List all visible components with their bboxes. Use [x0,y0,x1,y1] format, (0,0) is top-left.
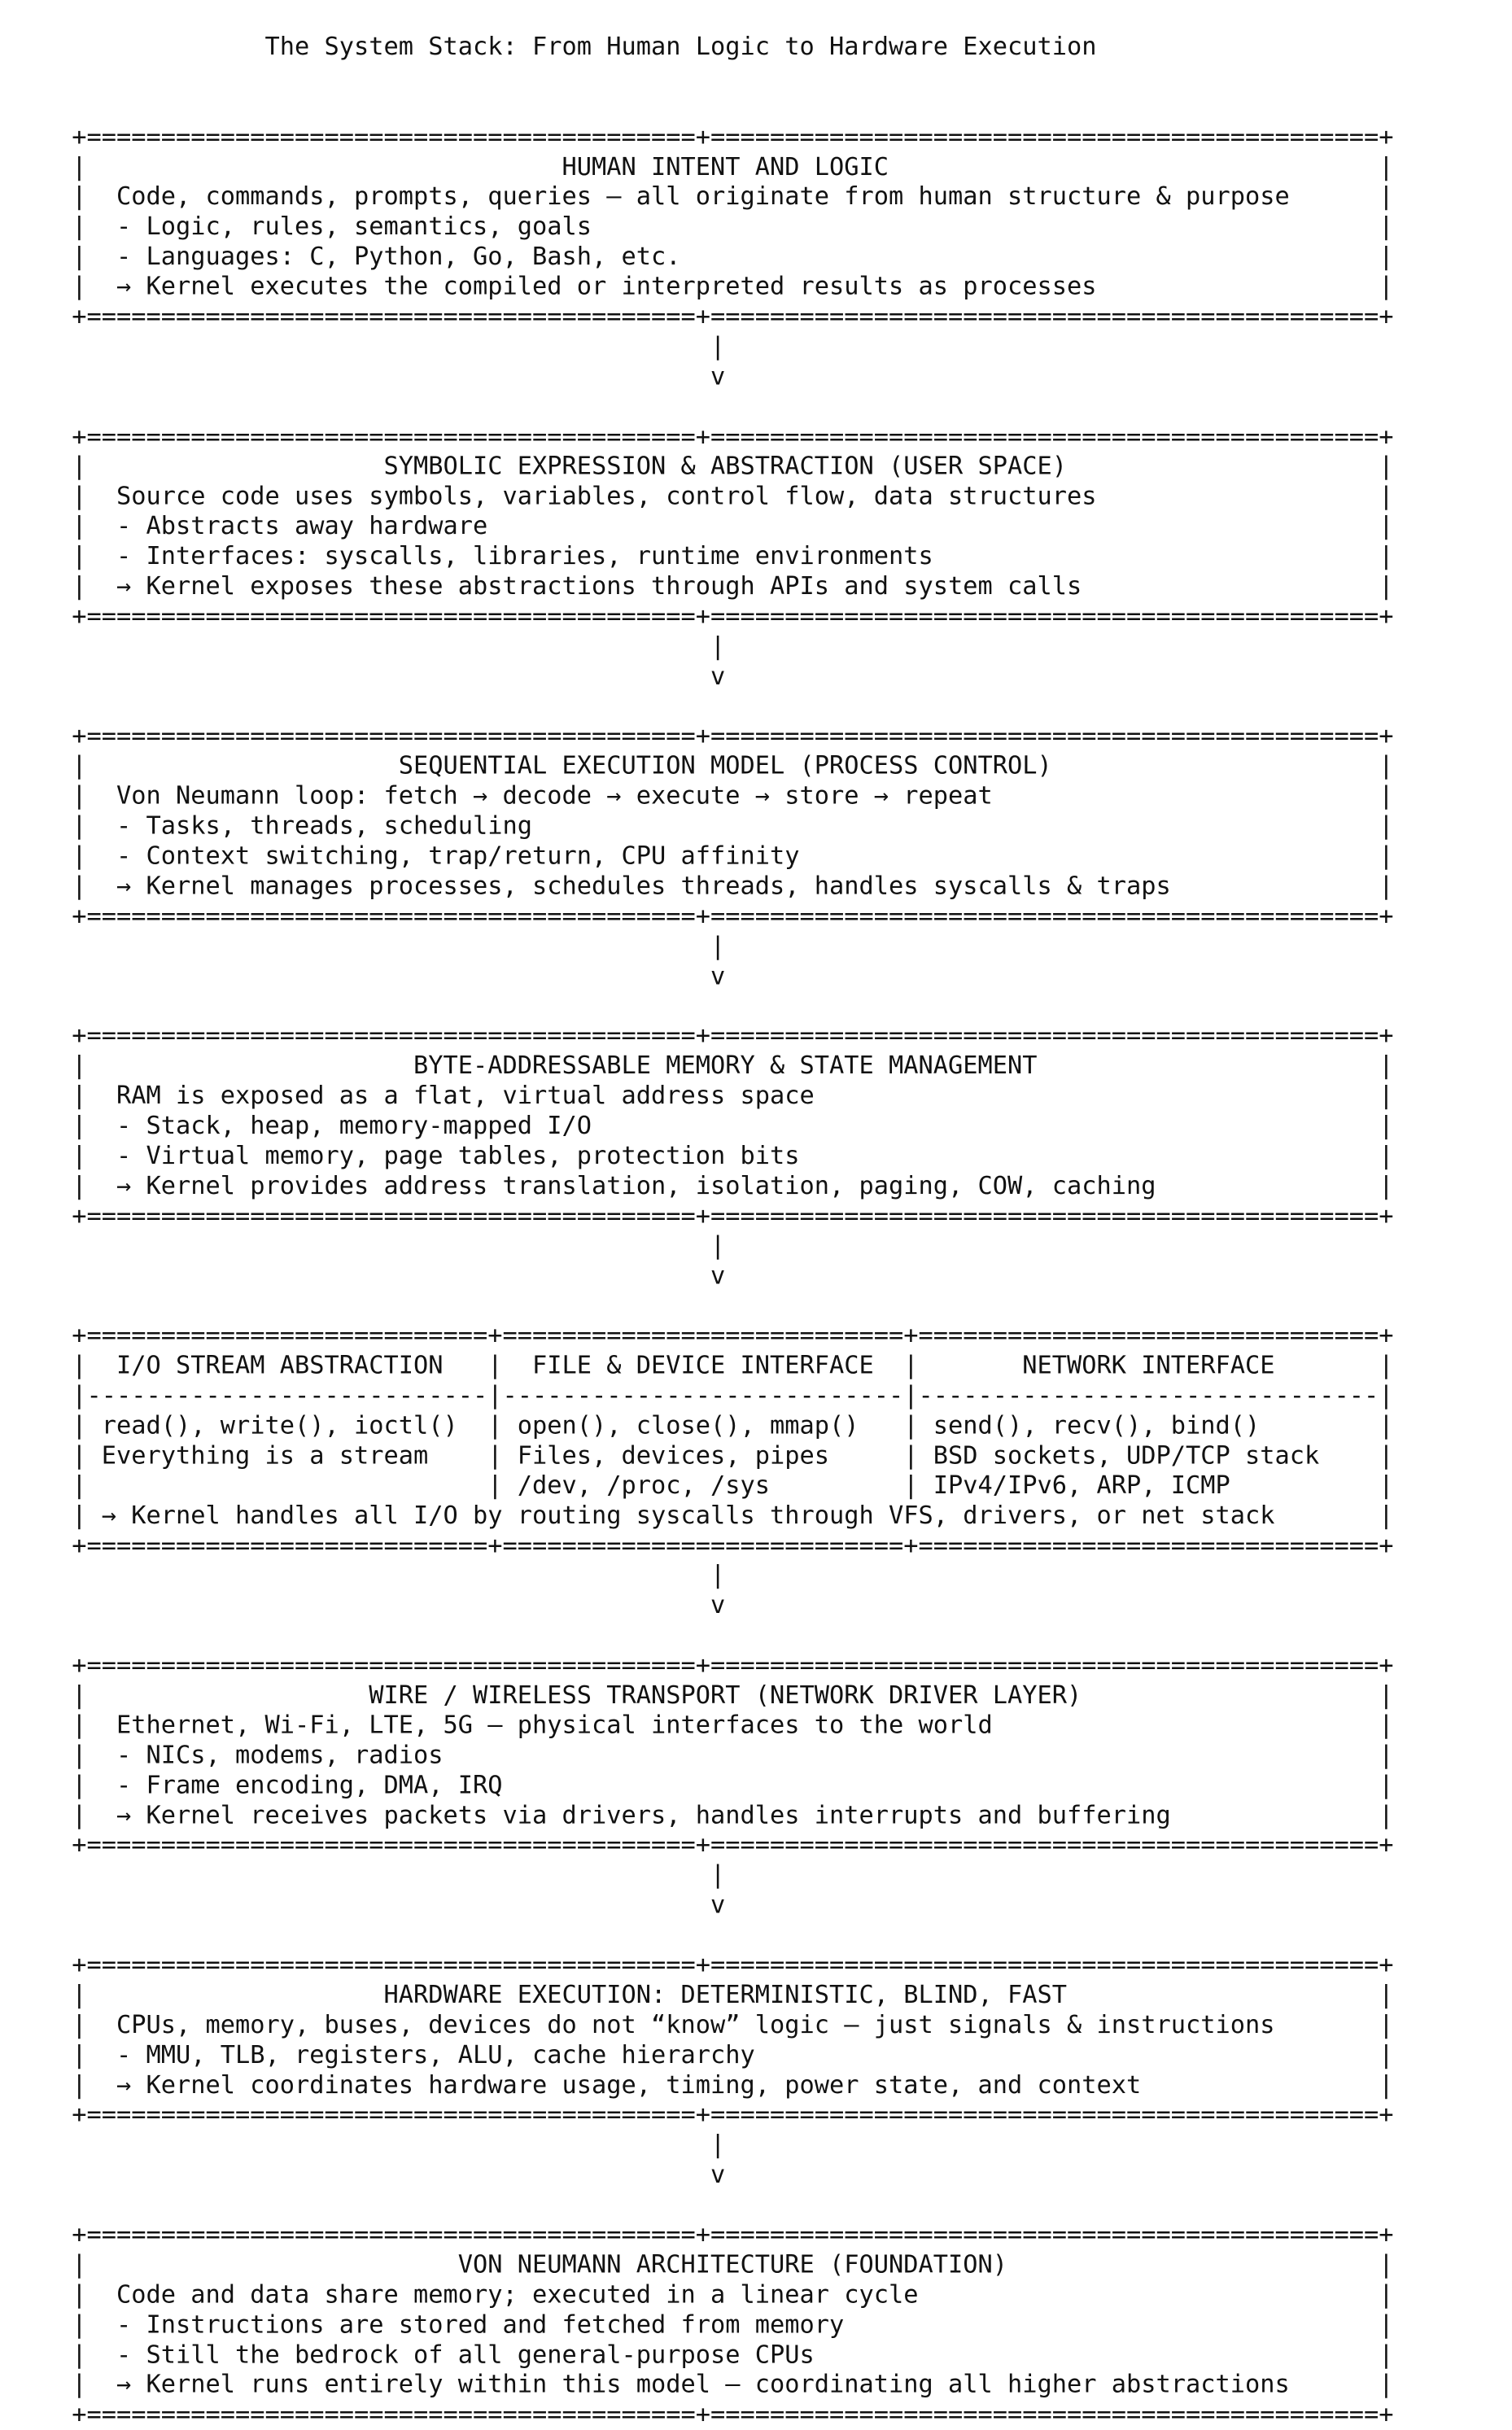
connector-line: | [57,1860,726,1890]
connector-line: | [57,1231,726,1261]
layer-heading: | BYTE-ADDRESSABLE MEMORY & STATE MANAGEMENT | [57,1051,1394,1081]
connector-arrow: v [57,1591,726,1620]
layer-heading: | HUMAN INTENT AND LOGIC | [57,152,1394,181]
connector-arrow: v [57,1890,726,1920]
connector-line: | [57,632,726,661]
spacer-line [57,2191,1394,2221]
layer-border-bottom: +=========================================+=============================================+ [57,1201,1394,1230]
layer-heading: | SYMBOLIC EXPRESSION & ABSTRACTION (USER SPACE) | [57,452,1394,481]
layer-border-top: +=========================================+=============================================+ [57,122,1394,151]
layer-detail: | - Tasks, threads, scheduling | [57,811,1394,841]
layer-summary: | RAM is exposed as a flat, virtual address space | [57,1081,1394,1110]
layer-kernel-role: | → Kernel provides address translation, isolation, paging, COW, caching | [57,1171,1394,1200]
layer-summary: | CPUs, memory, buses, devices do not “know” logic — just signals & instructions | [57,2010,1394,2039]
system-stack-diagram [57,33,1394,2430]
connector-line: | [57,931,726,960]
layer-kernel-role: | → Kernel handles all I/O by routing syscalls through VFS, drivers, or net stack | [57,1501,1394,1530]
layer-border-bottom: +=========================================+=============================================+ [57,302,1394,331]
layer-border-top: +=========================================+=============================================+ [57,1021,1394,1051]
connector-line: | [57,332,726,361]
diagram-title: The System Stack: From Human Logic to Hardware Execution [57,33,1097,61]
layer-detail: | - Virtual memory, page tables, protection bits | [57,1141,1394,1170]
layer-detail: | - Stack, heap, memory-mapped I/O | [57,1111,1394,1140]
layer-border-bottom: +=========================================+=============================================+ [57,601,1394,631]
spacer-line [57,1621,1394,1651]
connector-line: | [57,1561,726,1590]
layer-kernel-role: | → Kernel receives packets via drivers, handles interrupts and buffering | [57,1800,1394,1829]
connector-line: | [57,2130,726,2159]
spacer-line [57,93,1394,123]
layer-kernel-role: | → Kernel executes the compiled or interpreted results as processes | [57,272,1394,301]
layer-border-top: +=========================================+=============================================+ [57,722,1394,751]
layer-detail: | - Frame encoding, DMA, IRQ | [57,1771,1394,1800]
layer-kernel-role: | → Kernel runs entirely within this model — coordinating all higher abstractions | [57,2370,1394,2399]
connector-arrow: v [57,1261,726,1290]
layer-kernel-role: | → Kernel coordinates hardware usage, timing, power state, and context | [57,2070,1394,2100]
layer-border-top: +=========================================+=============================================+ [57,1650,1394,1680]
layer-summary: | Source code uses symbols, variables, control flow, data structures | [57,482,1394,511]
layer-detail: | - MMU, TLB, registers, ALU, cache hierarchy | [57,2040,1394,2069]
layer-border-top: +=========================================+=============================================+ [57,2220,1394,2249]
layer-border-bottom: +=========================================+=============================================+ [57,2400,1394,2429]
connector-arrow: v [57,961,726,990]
layer-heading: | HARDWARE EXECUTION: DETERMINISTIC, BLIND, FAST | [57,1980,1394,2009]
spacer-line [57,1291,1394,1322]
layer-detail: | - Languages: C, Python, Go, Bash, etc. | [57,242,1394,271]
layer-summary: | Code, commands, prompts, queries — all originate from human structure & purpose | [57,182,1394,212]
column-content-row: | Everything is a stream | Files, devices, pipes | BSD sockets, UDP/TCP stack | [57,1440,1394,1470]
layer-border-top: +=========================================+=============================================+ [57,1950,1394,1979]
column-divider-row: |---------------------------|---------------------------|-------------------------------| [57,1381,1394,1410]
layer-summary: | Von Neumann loop: fetch → decode → execute → store → repeat | [57,781,1394,811]
layer-summary: | Ethernet, Wi-Fi, LTE, 5G — physical interfaces to the world | [57,1711,1394,1740]
layer-detail: | - Still the bedrock of all general-purpose CPUs | [57,2340,1394,2369]
layer-kernel-role: | → Kernel manages processes, schedules threads, handles syscalls & traps | [57,872,1394,901]
layer-detail: | - Instructions are stored and fetched from memory | [57,2310,1394,2339]
spacer-line [57,991,1394,1021]
layer-border-bottom: +=========================================+=============================================+ [57,2100,1394,2130]
layer-detail: | - Context switching, trap/return, CPU affinity | [57,841,1394,871]
layer-summary: | Code and data share memory; executed in a linear cycle | [57,2280,1394,2310]
layer-detail: | - Interfaces: syscalls, libraries, runtime environments | [57,542,1394,571]
layer-detail: | - NICs, modems, radios | [57,1741,1394,1770]
layer-border-top: +=========================================+=============================================+ [57,422,1394,451]
layer-border-bottom: +=========================================+=============================================+ [57,902,1394,931]
layer-border-bottom: +===========================+===========================+===============================+ [57,1531,1394,1560]
layer-border-bottom: +=========================================+=============================================+ [57,1830,1394,1860]
spacer-line [57,1921,1394,1951]
layer-heading: | VON NEUMANN ARCHITECTURE (FOUNDATION) | [57,2250,1394,2279]
layer-border-top: +===========================+===========================+===============================+ [57,1321,1394,1350]
spacer-line [57,63,1394,93]
layer-detail: | - Abstracts away hardware | [57,512,1394,541]
connector-arrow: v [57,2160,726,2189]
spacer-line [57,392,1394,422]
layer-detail: | - Logic, rules, semantics, goals | [57,212,1394,241]
layer-heading: | SEQUENTIAL EXECUTION MODEL (PROCESS CONTROL) | [57,751,1394,780]
column-content-row: | | /dev, /proc, /sys | IPv4/IPv6, ARP, ICMP | [57,1471,1394,1500]
column-headings-row: | I/O STREAM ABSTRACTION | FILE & DEVICE INTERFACE | NETWORK INTERFACE | [57,1351,1394,1380]
layer-kernel-role: | → Kernel exposes these abstractions through APIs and system calls | [57,571,1394,601]
layer-heading: | WIRE / WIRELESS TRANSPORT (NETWORK DRIVER LAYER) | [57,1680,1394,1710]
connector-arrow: v [57,662,726,691]
spacer-line [57,692,1394,722]
connector-arrow: v [57,362,726,391]
column-content-row: | read(), write(), ioctl() | open(), close(), mmap() | send(), recv(), bind() | [57,1411,1394,1440]
